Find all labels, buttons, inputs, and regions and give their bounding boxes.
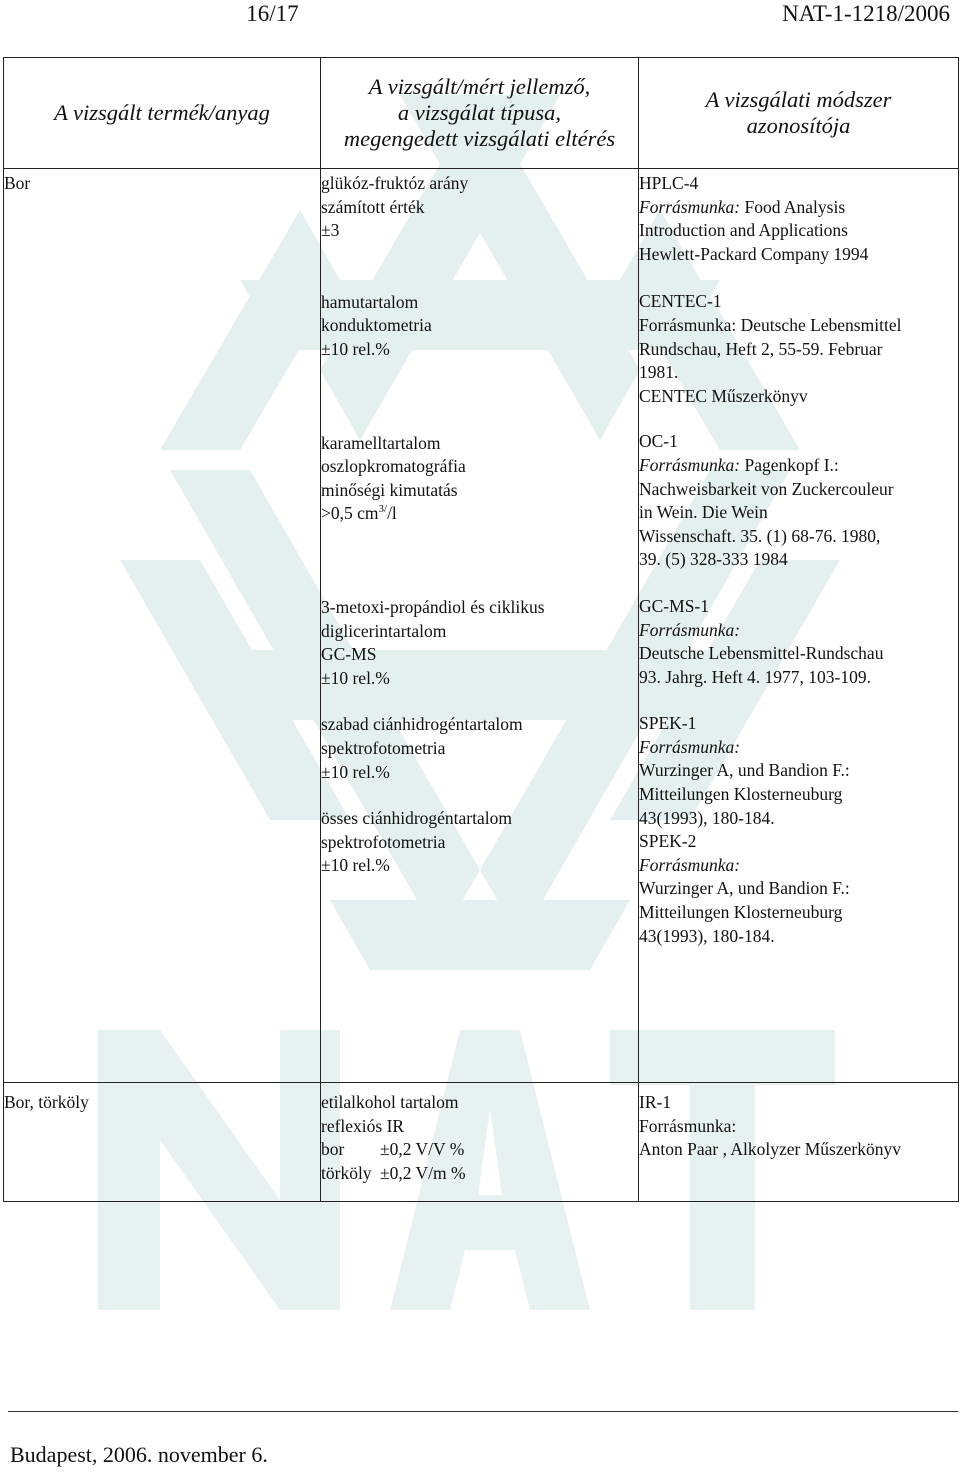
method-line: 39. (5) 328-333 1984 [639, 549, 788, 570]
characteristic-line: konduktometria [321, 315, 432, 336]
page-number: 16/17 [246, 1, 299, 26]
method-line: Hewlett-Packard Company 1994 [639, 243, 869, 264]
limit-superscript: 3/ [378, 503, 388, 516]
characteristic-cell [321, 169, 639, 1083]
limit-line [321, 1138, 638, 1162]
method-source-line [639, 196, 958, 220]
source-label: Forrásmunka: [639, 854, 741, 875]
method-id: OC-1 [639, 431, 678, 452]
table-row [4, 169, 959, 1083]
characteristic-line: spektrofotometria [321, 737, 446, 758]
method-line: Wurzinger A, und Bandion F.: [639, 878, 850, 899]
source-text: Deutsche Lebensmittel [736, 314, 902, 335]
characteristic-line: glükóz-fruktóz arány [321, 173, 469, 193]
method-cell [639, 169, 959, 1083]
method-source-line [639, 454, 958, 478]
header-method-line: A vizsgálati módszer [705, 87, 892, 112]
method-line: 1981. [639, 362, 679, 383]
source-text: Pagenkopf I.: [740, 454, 839, 475]
table-row [4, 1083, 959, 1202]
method-line: Nachweisbarkeit von Zuckercouleur [639, 478, 894, 499]
source-label: Forrásmunka: [639, 454, 741, 475]
method-line: in Wein. Die Wein [639, 502, 768, 523]
limit-line [321, 1162, 638, 1186]
characteristic-line: karamelltartalom [321, 432, 441, 453]
characteristic-line: spektrofotometria [321, 831, 446, 852]
header-characteristic-line: megengedett vizsgálati eltérés [343, 126, 616, 151]
product-name: Bor, törköly [4, 1092, 89, 1112]
product-name: Bor [4, 173, 31, 193]
limit-prefix: >0,5 cm [321, 503, 379, 524]
source-text: Food Analysis [740, 196, 846, 217]
characteristic-line: reflexiós IR [321, 1115, 405, 1136]
characteristic-line: hamutartalom [321, 291, 419, 312]
characteristic-line: számított érték [321, 196, 425, 217]
header-product-label: A vizsgált termék/anyag [54, 100, 270, 125]
method-line: 93. Jahrg. Heft 4. 1977, 103-109. [639, 666, 872, 687]
characteristic-line [321, 502, 638, 526]
table-header-row [4, 58, 959, 169]
method-line: 43(1993), 180-184. [639, 807, 775, 828]
characteristic-line: ±3 [321, 220, 340, 241]
characteristic-line: minőségi kimutatás [321, 479, 458, 500]
footer-divider [8, 1411, 958, 1412]
method-line: Wurzinger A, und Bandion F.: [639, 760, 850, 781]
method-line: CENTEC Műszerkönyv [639, 385, 808, 406]
footer-date: Budapest, 2006. november 6. [10, 1442, 268, 1467]
header-characteristic-line: A vizsgált/mért jellemző, [368, 74, 591, 99]
product-cell [4, 169, 321, 1083]
characteristic-line: 3-metoxi-propándiol és ciklikus [321, 596, 545, 617]
method-cell [639, 1083, 959, 1202]
characteristic-line: ±10 rel.% [321, 338, 390, 359]
characteristic-line: ±10 rel.% [321, 667, 390, 688]
document-id: NAT-1-1218/2006 [782, 1, 950, 26]
limit-suffix: /l [387, 503, 397, 524]
method-id: SPEK-1 [639, 713, 697, 734]
method-source-line [639, 314, 958, 338]
method-id: IR-1 [639, 1092, 672, 1112]
limit-name: törköly [321, 1162, 372, 1183]
method-id: SPEK-2 [639, 831, 697, 852]
method-line: Introduction and Applications [639, 220, 848, 241]
header-method-line: azonosítója [746, 113, 851, 138]
limit-value: ±0,2 V/m % [380, 1162, 466, 1183]
header-characteristic [321, 58, 639, 169]
characteristic-line: diglicerintartalom [321, 620, 447, 641]
source-label: Forrásmunka: [639, 1115, 737, 1136]
source-label: Forrásmunka: [639, 736, 741, 757]
header-method-id [639, 58, 959, 169]
source-label: Forrásmunka: [639, 619, 741, 640]
method-line: Rundschau, Heft 2, 55-59. Februar [639, 338, 883, 359]
limit-value: ±0,2 V/V % [380, 1139, 465, 1160]
method-line: Mitteilungen Klosterneuburg [639, 784, 843, 805]
header-product [4, 58, 321, 169]
method-line: Deutsche Lebensmittel-Rundschau [639, 643, 884, 664]
characteristic-line: ±10 rel.% [321, 761, 390, 782]
method-line: Anton Paar , Alkolyzer Műszerkönyv [639, 1139, 901, 1160]
characteristic-line: szabad ciánhidrogéntartalom [321, 714, 523, 735]
method-line: Wissenschaft. 35. (1) 68-76. 1980, [639, 525, 881, 546]
characteristic-line: etilalkohol tartalom [321, 1092, 459, 1112]
product-cell [4, 1083, 321, 1202]
characteristic-line: oszlopkromatográfia [321, 456, 466, 477]
method-line: 43(1993), 180-184. [639, 925, 775, 946]
method-id: HPLC-4 [639, 173, 699, 193]
characteristic-line: össes ciánhidrogéntartalom [321, 808, 512, 829]
method-id: GC-MS-1 [639, 595, 710, 616]
source-label: Forrásmunka: [639, 196, 741, 217]
method-id: CENTEC-1 [639, 291, 722, 312]
header-characteristic-line: a vizsgálat típusa, [397, 100, 562, 125]
characteristic-line: GC-MS [321, 644, 377, 665]
source-label: Forrásmunka: [639, 314, 737, 335]
method-line: Mitteilungen Klosterneuburg [639, 902, 843, 923]
limit-name: bor [321, 1139, 345, 1160]
accreditation-table [3, 57, 959, 1202]
characteristic-line: ±10 rel.% [321, 855, 390, 876]
characteristic-cell [321, 1083, 639, 1202]
